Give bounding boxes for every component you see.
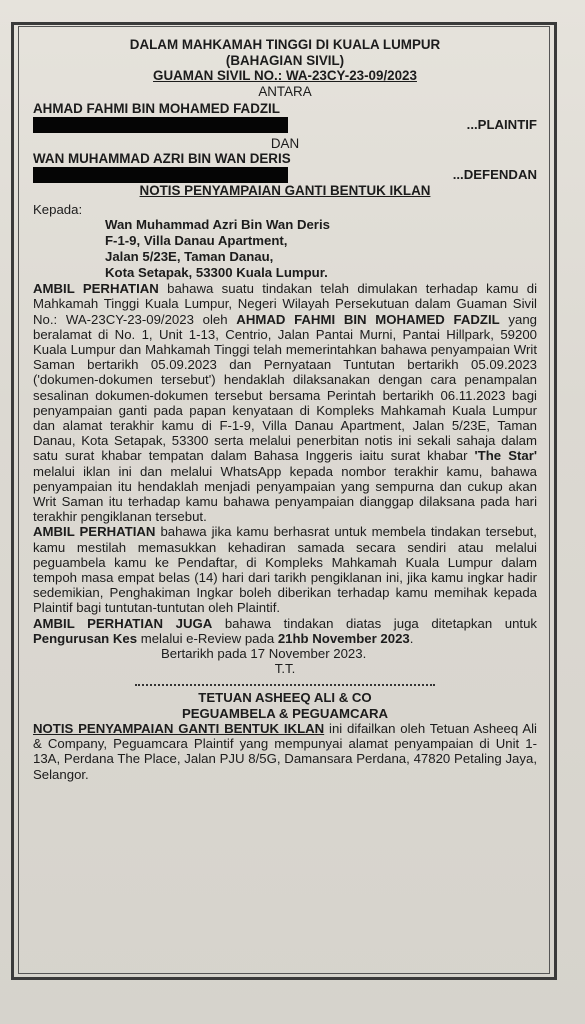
footer-lead: NOTIS PENYAMPAIAN GANTI BENTUK IKLAN — [33, 720, 325, 736]
para3-date: 21hb November 2023 — [277, 630, 410, 646]
legal-notice — [18, 26, 550, 974]
footer-paragraph — [33, 721, 537, 782]
para2-text: bahawa jika kamu berhasrat untuk membela tindakan tersebut, kamu mestilah memasukkan kehadiran samada secara sendiri atau melalui peguambela kamu ke Pendaftar, di Kompleks Mahkamah Kuala Lumpur dalam tempoh masa empat belas (14) hari dari tarikh pengiklanan ini, jika kamu ingkar hadir sedemikian, Penghakiman Ingkar boleh diberikan terhadap kamu memihak kepada Plaintif bagi tuntutan-tuntutan oleh Plaintif. — [33, 524, 537, 616]
plaintiff-name: AHMAD FAHMI BIN MOHAMED FADZIL — [33, 101, 280, 116]
addressee-line: Kota Setapak, 53300 Kuala Lumpur. — [105, 265, 328, 281]
redaction-bar — [33, 167, 288, 183]
to-label: Kepada: — [33, 202, 83, 217]
para1-lead: AMBIL PERHATIAN — [33, 281, 159, 297]
para1-text: bahawa suatu tindakan telah dimulakan terhadap kamu di Mahkamah Tinggi Kuala Lumpur, Negeri Wilayah Persekutuan dalam Guaman Sivil No.: WA-23CY-23-09/2023 oleh — [33, 281, 537, 327]
addressee-line: Wan Muhammad Azri Bin Wan Deris — [105, 217, 330, 233]
court-title: DALAM MAHKAMAH TINGGI DI KUALA LUMPUR — [129, 37, 441, 52]
addressee-line: Jalan 5/23E, Taman Danau, — [105, 249, 274, 265]
para1-newspaper: 'The Star' — [474, 448, 537, 464]
para3-lead: AMBIL PERHATIAN JUGA — [33, 615, 213, 631]
signature-line — [135, 684, 435, 686]
paragraph-1 — [33, 281, 537, 524]
para1-plaintiff: AHMAD FAHMI BIN MOHAMED FADZIL — [236, 311, 500, 327]
redaction-bar — [33, 117, 288, 133]
para3-text: melalui e-Review pada — [137, 630, 278, 646]
paragraph-3 — [33, 616, 537, 646]
para1-text: yang beralamat di No. 1, Unit 1-13, Centrio, Jalan Pantai Murni, Pantai Hillpark, 59200 Kuala Lumpur dan Mahkamah Tinggi telah memerintahkan bahawa penyampaian Writ Saman bertarikh 05.09.2023 dan Pernyataan Tuntutan bertarikh 05.09.2023 ('dokumen-dokumen tersebut') hendaklah dilaksanakan dengan cara penampalan sesalinan dokumen-dokumen tersebut bersama Perintah bertarikh 06.11.2023 bagi penyampaian ganti pada papan kenyataan di Kompleks Mahkamah Kuala Lumpur dan alamat terakhir kamu di F-1-9, Villa Danau Apartment, Jalan 5/23E, Taman Danau, Kota Setapak, 53300 serta melalui penerbitan notis ini sekali sahaja dalam satu surat khabar tempatan dalam Bahasa Inggeris iaitu surat khabar — [33, 311, 538, 464]
between-label: ANTARA — [258, 83, 312, 99]
para2-lead: AMBIL PERHATIAN — [33, 524, 156, 540]
para3-text: . — [409, 630, 414, 646]
firm-role: PEGUAMBELA & PEGUAMCARA — [181, 705, 389, 721]
para3-case-management: Pengurusan Kes — [33, 630, 138, 646]
addressee-block — [33, 217, 537, 281]
case-number: GUAMAN SIVIL NO.: WA-23CY-23-09/2023 — [153, 68, 417, 83]
defendant-name: WAN MUHAMMAD AZRI BIN WAN DERIS — [33, 151, 291, 166]
signature-tt: T.T. — [274, 661, 296, 677]
para3-text: bahawa tindakan diatas juga ditetapkan untuk — [212, 615, 538, 631]
paragraph-2 — [33, 524, 537, 615]
notice-title: NOTIS PENYAMPAIAN GANTI BENTUK IKLAN — [139, 182, 431, 198]
addressee-line: F-1-9, Villa Danau Apartment, — [105, 233, 288, 249]
para1-text: melalui iklan ini dan melalui WhatsApp kepada nombor terakhir kamu, bahawa penyampaian itu hendaklah menjadi penyampaian yang sempurna dan cukup akan Writ Saman itu terhadap kamu bahawa penyampaian dianggap dilaksana pada hari terakhir pengiklanan tersebut. — [33, 463, 537, 525]
plaintiff-role: ...PLAINTIF — [466, 116, 537, 132]
firm-name: TETUAN ASHEEQ ALI & CO — [198, 690, 372, 706]
court-division: (BAHAGIAN SIVIL) — [225, 52, 345, 68]
dated-line: Bertarikh pada 17 November 2023. — [161, 646, 367, 662]
and-label: DAN — [270, 135, 300, 151]
footer-text: ini difailkan oleh Tetuan Asheeq Ali & Company, Peguamcara Plaintif yang mempunyai alamat penyampaian di Unit 1-13A, Perdana The Place, Jalan PJU 8/5G, Damansara Perdana, 47820 Petaling Jaya, Selangor. — [33, 720, 537, 782]
defendant-role: ...DEFENDAN — [452, 166, 537, 182]
